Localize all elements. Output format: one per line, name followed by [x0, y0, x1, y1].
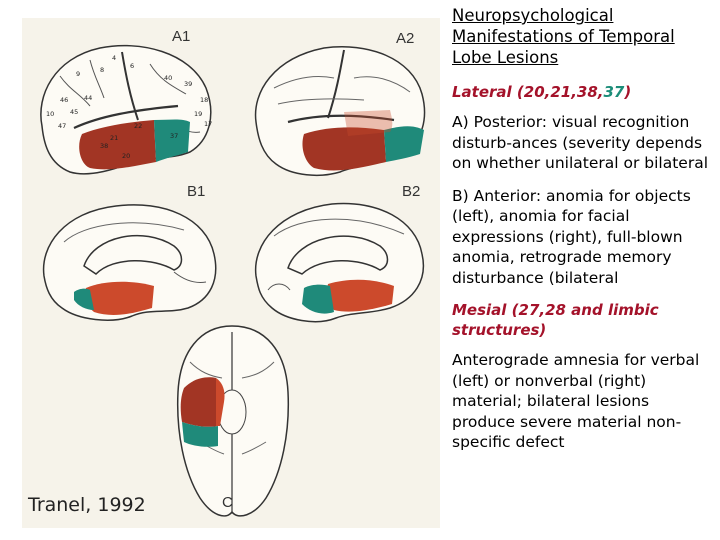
brain-figure	[22, 18, 440, 528]
brodmann-label: 22	[134, 122, 143, 130]
brodmann-label: 10	[46, 110, 55, 118]
lateral-point-b: B) Anterior: anomia for objects (left), anomia for facial expressions (right), full-blown anomia, retrograde memory disturbance (bilateral	[452, 186, 691, 287]
panel-label-b2: B2	[402, 183, 421, 200]
lesion-a1-posterior	[154, 120, 190, 163]
brain-ventral-view	[170, 322, 296, 522]
brodmann-label: 18	[200, 96, 209, 104]
brain-medial-left	[34, 196, 224, 331]
panel-label-a2: A2	[396, 30, 415, 47]
brodmann-label: 19	[194, 110, 203, 118]
brodmann-label: 8	[100, 66, 105, 74]
brodmann-label: 37	[170, 132, 179, 140]
brodmann-label: 21	[110, 134, 119, 142]
brodmann-label: 17	[204, 120, 213, 128]
lateral-heading: Lateral (20,21,38,37)	[452, 83, 632, 101]
brodmann-label: 47	[58, 122, 67, 130]
brain-medial-right	[244, 194, 434, 334]
brodmann-label: 46	[60, 96, 69, 104]
brodmann-label: 44	[84, 94, 93, 102]
lesion-b1-anterior	[85, 282, 154, 315]
brodmann-label: 9	[76, 70, 81, 78]
mesial-heading: Mesial (27,28 and limbic structures)	[452, 301, 659, 339]
brain-lateral-left	[30, 36, 220, 186]
lesion-a2-anterior	[302, 127, 386, 170]
panel-label-b1: B1	[187, 183, 206, 200]
slide-text	[452, 5, 714, 453]
brodmann-label: 38	[100, 142, 109, 150]
brodmann-label: 20	[122, 152, 131, 160]
panel-label-a1: A1	[172, 28, 191, 45]
brodmann-label: 40	[164, 74, 173, 82]
brodmann-label: 39	[184, 80, 193, 88]
slide-title: Neuropsychological Manifestations of Temporal Lobe Lesions	[452, 6, 675, 67]
mesial-text: Anterograde amnesia for verbal (left) or nonverbal (right) material; bilateral lesions produce severe material non-specific defect	[452, 351, 700, 451]
citation: Tranel, 1992	[28, 494, 146, 516]
lateral-point-a: A) Posterior: visual recognition disturb-ances (severity depends on whether unilateral or bilateral	[452, 113, 709, 172]
lateral-heading-highlight: 37	[603, 83, 625, 101]
brodmann-label: 4	[112, 54, 117, 62]
brodmann-label: 45	[70, 108, 79, 116]
brain-lateral-right	[244, 38, 434, 188]
panel-label-c: C	[222, 494, 233, 511]
brodmann-label: 6	[130, 62, 135, 70]
